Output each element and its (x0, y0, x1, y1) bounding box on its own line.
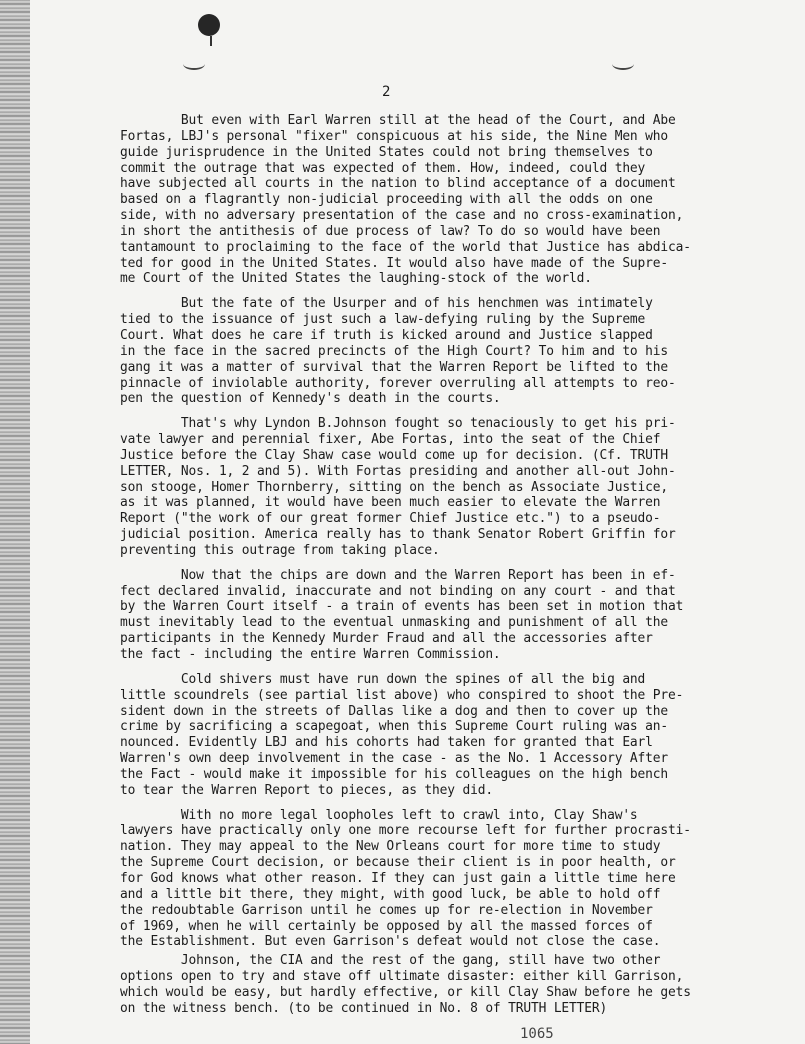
footer-mark: 1065 (520, 1026, 554, 1042)
document-body (120, 113, 780, 1017)
paragraph-2: But the fate of the Usurper and of his henchmen was intimately tied to the issuance of just such a law-defying ruling by the Supreme Court. What does he care if truth is kicked around and Justice slapped in the face in the sacred precincts of the High Court? To him and to his gang it was a matter of survival that the Warren Report be lifted to the pinnacle of inviolable authority, forever overruling all attempts to reo- pen the question of Kennedy's death in the courts. (120, 296, 676, 407)
binding-mark-left (183, 58, 205, 70)
paragraph-6: With no more legal loopholes left to crawl into, Clay Shaw's lawyers have practically only one more recourse left for further procrasti- nation. They may appeal to the New Orleans court for more time to study the Supreme Court decision, or because their client is in poor health, or for God knows what other reason. If they can just gain a little time here and a little bit there, they might, with good luck, be able to hold off the redoubtable Garrison until he comes up for re-election in November of 1969, when he will certainly be opposed by all the massed forces of the Establishment. But even Garrison's defeat would not close the case. (120, 807, 691, 950)
binding-mark-right (612, 58, 634, 70)
punch-hole (198, 14, 220, 36)
scan-edge (0, 0, 30, 1044)
punch-mark (210, 36, 220, 46)
page-number: 2 (382, 84, 391, 100)
paragraph-7: Johnson, the CIA and the rest of the gang, still have two other options open to try and stave off ultimate disaster: either kill Garrison, which would be easy, but hardly effective, or kill Clay Shaw before he gets on the witness bench. (to be continued in No. 8 of TRUTH LETTER) (120, 953, 691, 1016)
paragraph-3: That's why Lyndon B.Johnson fought so tenaciously to get his pri- vate lawyer and perennial fixer, Abe Fortas, into the seat of the Chief Justice before the Clay Shaw case would come up for decision. (Cf. TRUTH LETTER, Nos. 1, 2 and 5). With Fortas presiding and another all-out John- son stooge, Homer Thornberry, sitting on the bench as Associate Justice, as it was planned, it would have been much easier to elevate the Warren Report ("the work of our great former Chief Justice etc.") to a pseudo- judicial position. America really has to thank Senator Robert Griffin for preventing this outrage from taking place. (120, 416, 676, 558)
paragraph-1: But even with Earl Warren still at the head of the Court, and Abe Fortas, LBJ's personal "fixer" conspicuous at his side, the Nine Men who guide jurisprudence in the United States could not bring themselves to commit the outrage that was expected of them. How, indeed, could they have subjected all courts in the nation to blind acceptance of a document based on a flagrantly non-judicial proceeding with all the odds on one side, with no adversary presentation of the case and no cross-examination, in short the antithesis of due process of law? To do so would have been tantamount to proclaiming to the face of the world that Justice has abdica- ted for good in the United States. It would also have made of the Supre- me Court of the United States the laughing-stock of the world. (120, 113, 691, 287)
paragraph-5: Cold shivers must have run down the spines of all the big and little scoundrels (see partial list above) who conspired to shoot the Pre- sident down in the streets of Dallas like a dog and then to cover up the crime by sacrificing a scapegoat, when this Supreme Court ruling was an- nounced. Evidently LBJ and his cohorts had taken for granted that Earl Warren's own deep involvement in the case - as the No. 1 Accessory After the Fact - would make it impossible for his colleagues on the high bench to tear the Warren Report to pieces, as they did. (120, 671, 684, 798)
paragraph-4: Now that the chips are down and the Warren Report has been in ef- fect declared invalid, inaccurate and not binding on any court - and that by the Warren Court itself - a train of events has been set in motion that must inevitably lead to the eventual unmasking and punishment of all the participants in the Kennedy Murder Fraud and all the accessories after the fact - including the entire Warren Commission. (120, 567, 684, 662)
